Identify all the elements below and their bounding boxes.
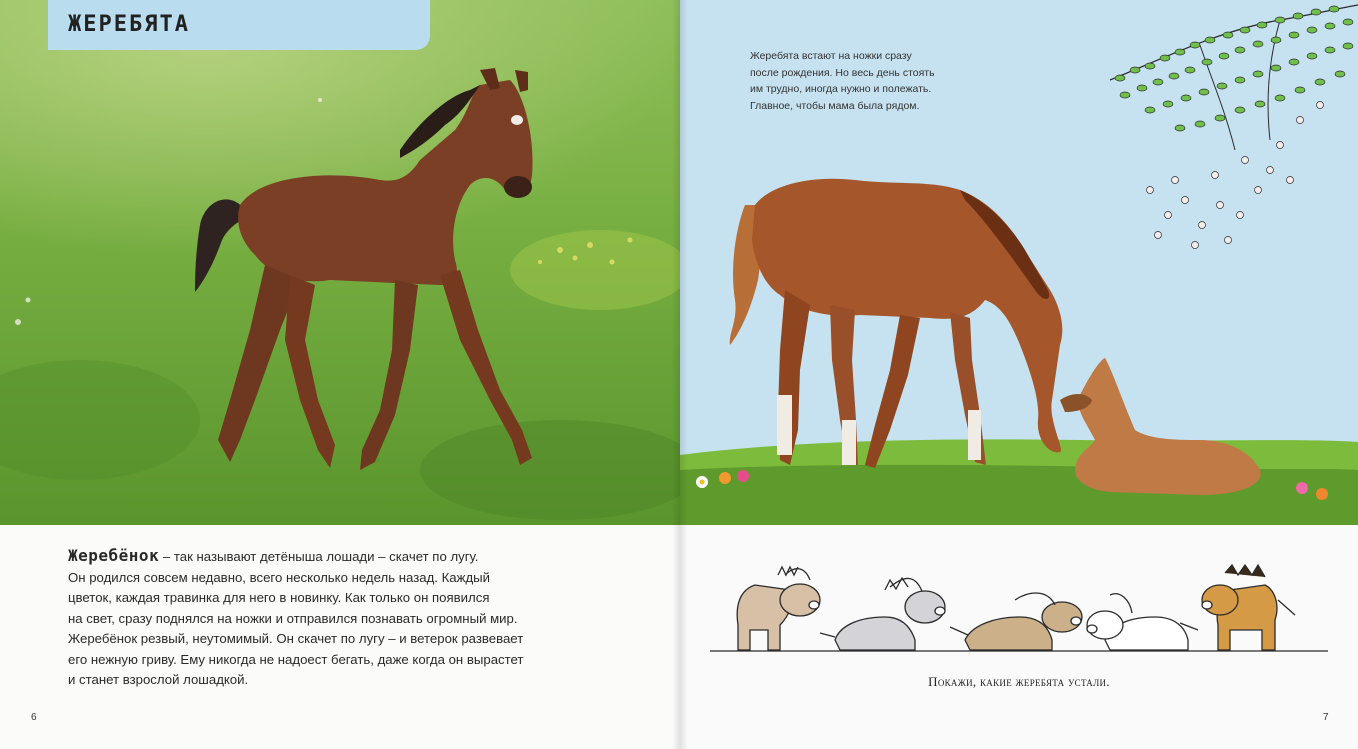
foal-photo [0, 0, 680, 525]
foal-drawing-4 [1087, 594, 1198, 650]
story-line-6: его нежную гриву. Ему никогда не надоест бегать, даже когда он вырастет [68, 651, 524, 667]
story-line-4: на свет, сразу поднялся на ножки и отправился познавать огромный мир. [68, 610, 518, 626]
foal-drawing-2 [820, 578, 945, 650]
right-page [680, 0, 1358, 749]
caption-line-2: после рождения. Но весь день стоять [750, 66, 935, 79]
caption-line-3: им трудно, иногда нужно и полежать. [750, 83, 932, 95]
foal-drawing-1 [737, 567, 820, 650]
photo-caption [750, 48, 1010, 114]
book-spine [672, 0, 688, 749]
page-number-left: 6 [31, 712, 37, 723]
story-line-7: и станет взрослой лошадкой. [68, 672, 249, 687]
caption-line-4: Главное, чтобы мама была рядом. [750, 99, 920, 112]
lead-word: Жеребёнок [68, 546, 160, 565]
instruction-text: Покажи, какие жеребята устали. [928, 674, 1110, 689]
page-number-right: 7 [1323, 712, 1329, 723]
foal-drawing-5 [1202, 565, 1295, 650]
page-title: ЖЕРЕБЯТА [68, 12, 190, 37]
caption-line-1: Жеребята встают на ножки сразу [750, 50, 912, 62]
foal-drawing-3 [950, 593, 1082, 650]
story-line-5: Жеребёнок резвый, неутомимый. Он скачет по лугу – и ветерок развевает [68, 631, 524, 646]
foal-drawings [710, 545, 1330, 665]
story-line-1: Жеребёнок – так называют детёныша лошади – скачет по лугу. [68, 546, 479, 565]
story-text [68, 546, 628, 691]
title-tab [48, 0, 430, 50]
story-line-3: цветок, каждая травинка для него в новинку. Как только он появился [68, 590, 490, 605]
story-line-2: Он родился совсем недавно, всего несколько недель назад. Каждый [68, 569, 490, 585]
